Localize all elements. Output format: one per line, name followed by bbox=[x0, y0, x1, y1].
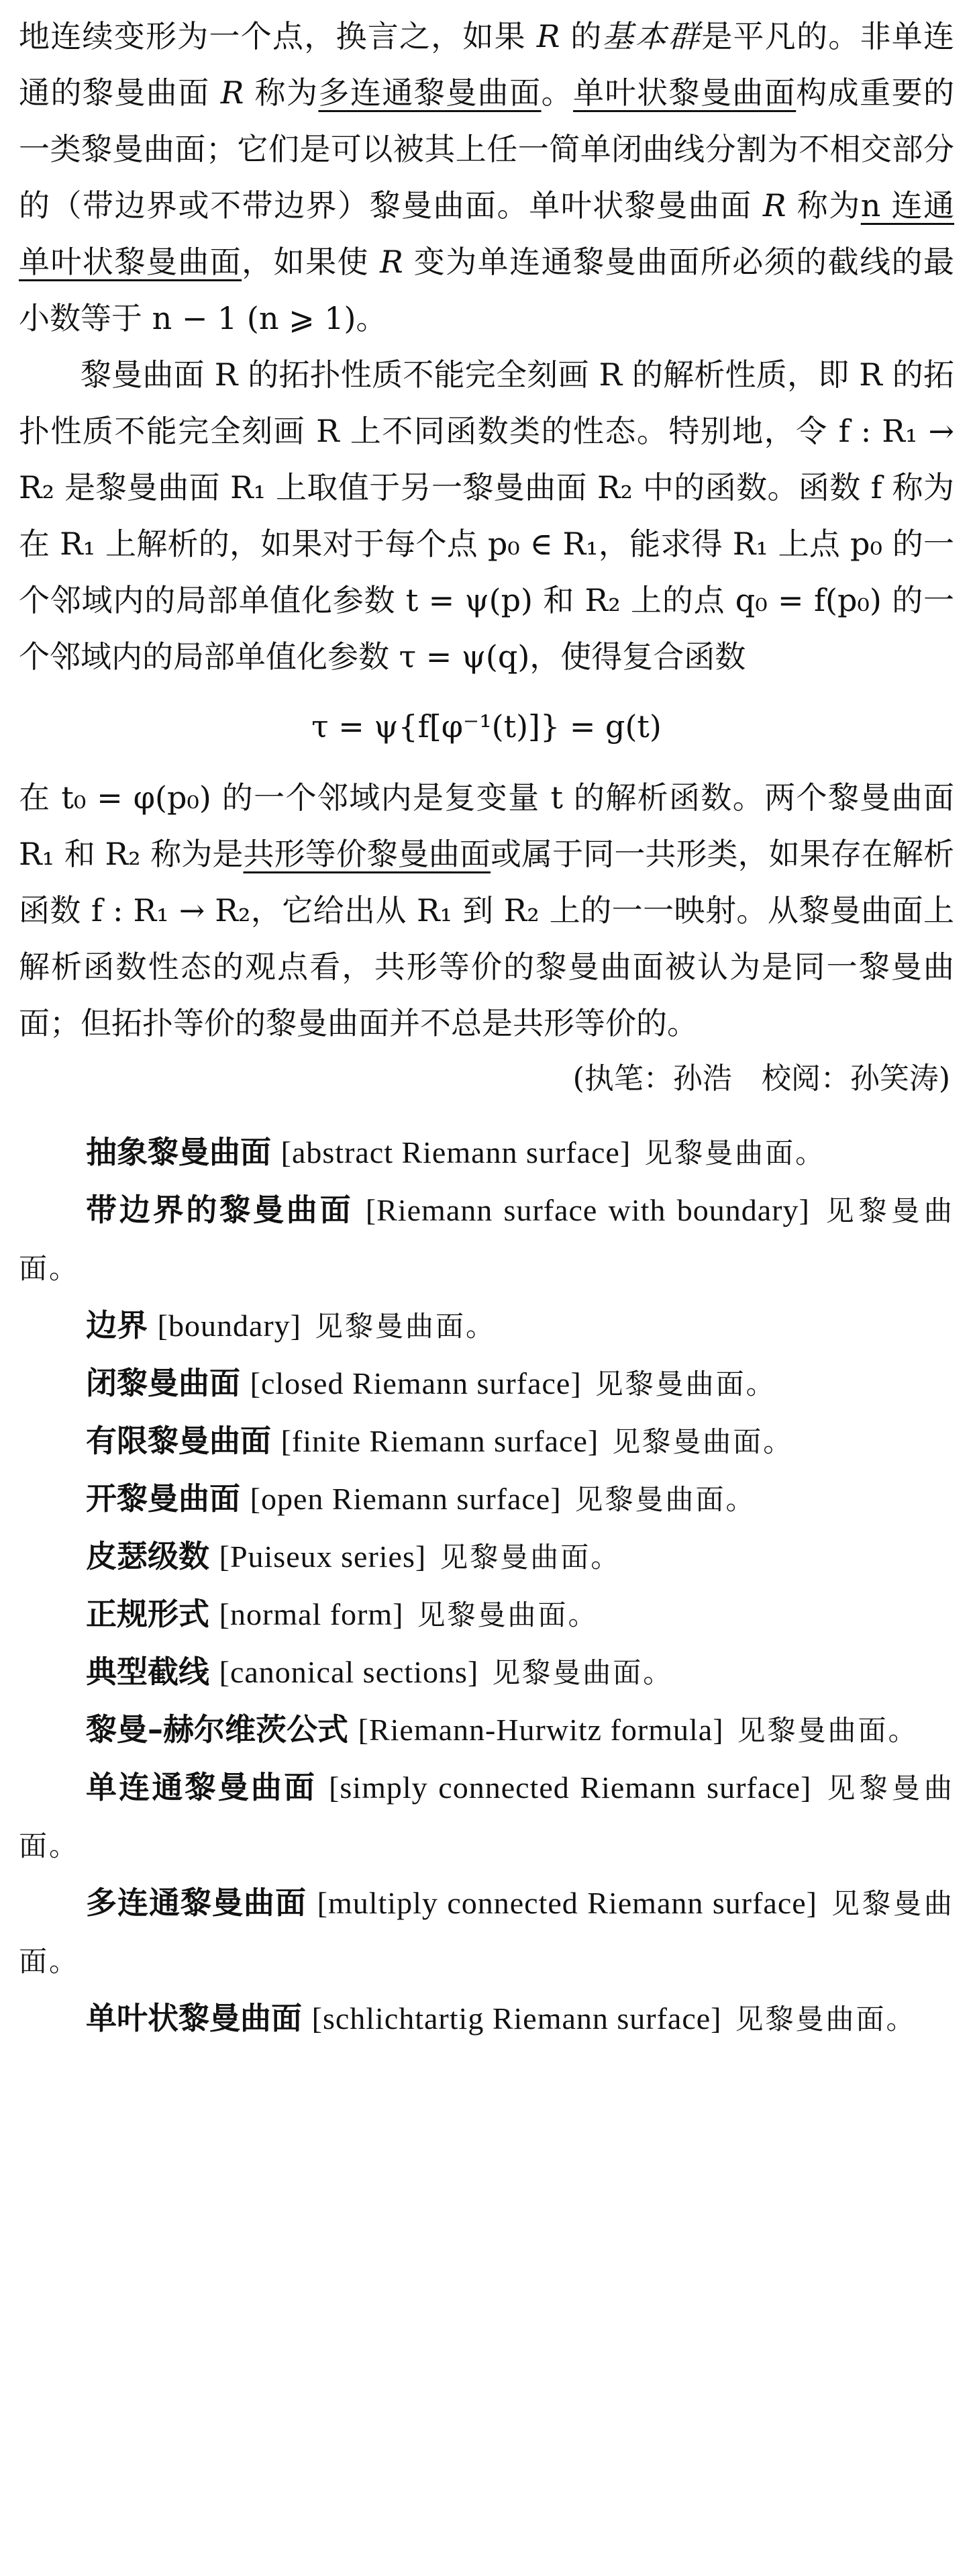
math-symbol: R bbox=[536, 18, 560, 54]
entry-see-reference: 见黎曼曲面。 bbox=[735, 2003, 917, 2036]
text-run: 。 bbox=[541, 75, 574, 111]
text-run: 是平凡的。非单连通的黎曼曲面 bbox=[19, 18, 955, 111]
emphasized-term: 基本群 bbox=[602, 18, 702, 54]
paragraph-simply-connected bbox=[19, 8, 954, 346]
entry-see-reference: 见黎曼曲面。 bbox=[574, 1483, 756, 1516]
entry-see-reference: 见黎曼曲面。 bbox=[737, 1714, 919, 1747]
glossary-entry bbox=[19, 1297, 954, 1355]
glossary-entry bbox=[19, 1874, 954, 1990]
math-symbol: R bbox=[220, 75, 244, 111]
glossary-entries bbox=[19, 1124, 954, 2048]
entry-english: [canonical sections] bbox=[219, 1655, 479, 1689]
entry-term: 单连通黎曼曲面 bbox=[86, 1769, 317, 1805]
glossary-entry bbox=[19, 1701, 954, 1759]
entry-english: [Puiseux series] bbox=[219, 1539, 427, 1574]
glossary-entry bbox=[19, 1643, 954, 1701]
text-run: 在 t₀ = φ(p₀) 的一个邻域内是复变量 t 的解析函数。两个黎曼曲面 R₁ 和 R₂ 称为是 bbox=[19, 779, 954, 872]
defined-term-multiply-connected: 多连通黎曼曲面 bbox=[318, 75, 542, 111]
text-run: 称为 bbox=[244, 75, 319, 111]
entry-term: 开黎曼曲面 bbox=[86, 1480, 240, 1517]
entry-english: [Riemann-Hurwitz formula] bbox=[358, 1713, 724, 1747]
glossary-entry bbox=[19, 1759, 954, 1874]
entry-english: [multiply connected Riemann surface] bbox=[317, 1886, 817, 1920]
entry-term: 皮瑟级数 bbox=[86, 1538, 209, 1574]
text-run: 的 bbox=[560, 18, 603, 54]
text-run: 或属于同一共形类，如果存在解析函数 f : R₁ → R₂，它给出从 R₁ 到 R₂ 上的一一映射。从黎曼曲面上解析函数性态的观点看，共形等价的黎曼曲面被认为是同一黎曼曲面；但拓扑等价的黎曼曲面并不总是共形等价的。 bbox=[19, 836, 954, 1041]
entry-see-reference: 见黎曼曲面。 bbox=[417, 1599, 599, 1631]
glossary-entry bbox=[19, 1355, 954, 1413]
entry-english: [schlichtartig Riemann surface] bbox=[311, 2001, 722, 2036]
defined-term-schlichtartig: 单叶状黎曼曲面 bbox=[573, 75, 797, 111]
entry-term: 典型截线 bbox=[86, 1654, 209, 1690]
text-run: 构成重要的一类黎曼曲面；它们是可以被其上任一简单闭曲线分割为不相交部分的（带边界或不带边界）黎曼曲面。单叶状黎曼曲面 bbox=[19, 75, 955, 224]
defined-term-conformal-equivalent: 共形等价黎曼曲面 bbox=[243, 836, 491, 872]
entry-see-reference: 见黎曼曲面。 bbox=[315, 1310, 497, 1343]
entry-term: 抽象黎曼曲面 bbox=[86, 1134, 271, 1170]
text-run: 变为单连通黎曼曲面所必须的截线的最小数等于 n − 1 (n ⩾ 1)。 bbox=[19, 244, 955, 336]
entry-term: 带边界的黎曼曲面 bbox=[86, 1192, 354, 1228]
entry-term: 正规形式 bbox=[86, 1596, 209, 1632]
paragraph-conformal-equivalence bbox=[19, 769, 954, 1051]
entry-term: 多连通黎曼曲面 bbox=[86, 1885, 307, 1921]
display-formula: τ = ψ{f[φ⁻¹(t)]} = g(t) bbox=[311, 708, 662, 745]
defined-term-n-connected: n 连通单叶状黎曼曲面 bbox=[19, 187, 955, 280]
entry-see-reference: 见黎曼曲面。 bbox=[595, 1368, 776, 1400]
entry-term: 闭黎曼曲面 bbox=[86, 1365, 240, 1401]
text-run: ，如果使 bbox=[242, 244, 380, 280]
entry-english: [normal form] bbox=[219, 1597, 404, 1631]
entry-see-reference: 见黎曼曲面。 bbox=[19, 1887, 954, 1978]
entry-english: [Riemann surface with boundary] bbox=[365, 1193, 810, 1227]
entry-see-reference: 见黎曼曲面。 bbox=[644, 1137, 826, 1170]
entry-term: 单叶状黎曼曲面 bbox=[86, 2000, 302, 2036]
glossary-entry bbox=[19, 1182, 954, 1297]
glossary-entry bbox=[19, 1990, 954, 2048]
text-run: 地连续变形为一个点，换言之，如果 bbox=[19, 18, 537, 54]
entry-term: 有限黎曼曲面 bbox=[86, 1423, 271, 1459]
entry-see-reference: 见黎曼曲面。 bbox=[19, 1772, 955, 1862]
entry-english: [closed Riemann surface] bbox=[250, 1366, 582, 1400]
entry-english: [simply connected Riemann surface] bbox=[329, 1770, 812, 1805]
entry-english: [open Riemann surface] bbox=[250, 1482, 562, 1516]
glossary-entry bbox=[19, 1586, 954, 1643]
entry-english: [boundary] bbox=[157, 1308, 301, 1343]
entry-see-reference: 见黎曼曲面。 bbox=[612, 1425, 794, 1458]
glossary-entry bbox=[19, 1413, 954, 1470]
author-signature: (执笔：孙浩 校阅：孙笑涛) bbox=[572, 1061, 950, 1096]
glossary-entry bbox=[19, 1528, 954, 1586]
math-symbol: R bbox=[380, 244, 403, 280]
entry-see-reference: 见黎曼曲面。 bbox=[492, 1656, 674, 1689]
glossary-entry bbox=[19, 1470, 954, 1528]
math-symbol: R bbox=[762, 187, 786, 224]
paragraph-analytic-properties: 黎曼曲面 R 的拓扑性质不能完全刻画 R 的解析性质，即 R 的拓扑性质不能完全刻画 R 上不同函数类的性态。特别地，令 f : R₁ → R₂ 是黎曼曲面 R₁ 上取值于另一黎曼曲面 R₂ 中的函数。函数 f 称为在 R₁ 上解析的，如果对于每个点 p₀ ∈ R₁，能求得 R₁ 上点 p₀ 的一个邻域内的局部单值化参数 t = ψ(p) 和 R₂ 上的点 q₀ = f(p₀) 的一个邻域内的局部单值化参数 τ = ψ(q)，使得复合函数 bbox=[19, 356, 954, 675]
entry-english: [finite Riemann surface] bbox=[280, 1424, 599, 1458]
text-run: 称为 bbox=[786, 187, 861, 224]
entry-see-reference: 见黎曼曲面。 bbox=[19, 1194, 955, 1285]
entry-english: [abstract Riemann surface] bbox=[280, 1135, 631, 1170]
glossary-entry bbox=[19, 1124, 954, 1182]
entry-term: 边界 bbox=[86, 1307, 148, 1343]
entry-see-reference: 见黎曼曲面。 bbox=[440, 1541, 621, 1574]
entry-term: 黎曼–赫尔维茨公式 bbox=[86, 1711, 348, 1748]
